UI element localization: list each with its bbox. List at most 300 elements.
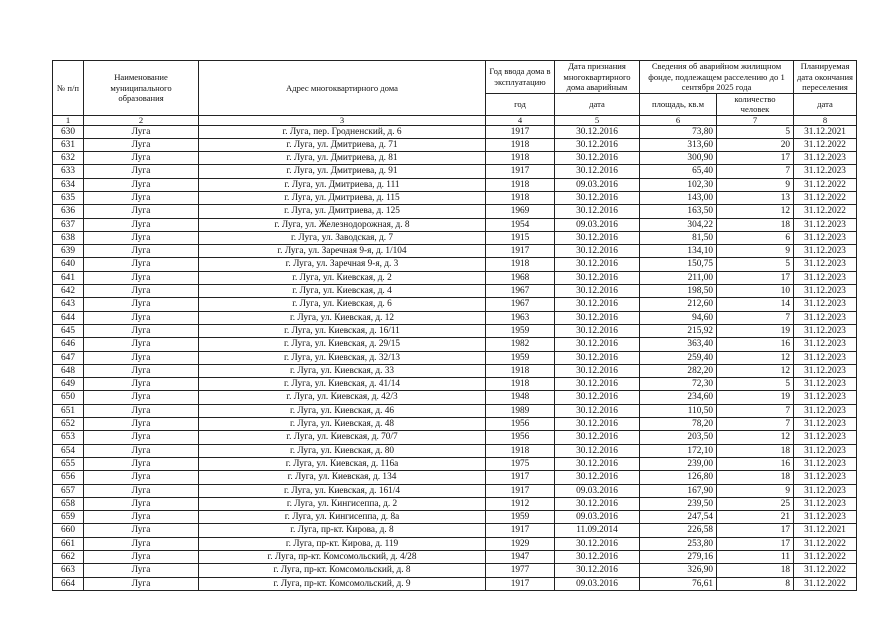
planned-end-date-cell: 31.12.2022 — [794, 205, 857, 218]
people-count-cell: 18 — [717, 564, 794, 577]
address-cell: г. Луга, ул. Киевская, д. 2 — [199, 271, 486, 284]
planned-end-date-cell: 31.12.2023 — [794, 351, 857, 364]
emergency-date-cell: 30.12.2016 — [555, 152, 640, 165]
year-cell: 1918 — [486, 444, 555, 457]
table-row — [53, 165, 857, 178]
municipality-cell: Луга — [84, 524, 199, 537]
planned-end-date-cell: 31.12.2023 — [794, 457, 857, 470]
municipality-cell: Луга — [84, 324, 199, 337]
table-row — [53, 138, 857, 151]
people-count-cell: 19 — [717, 391, 794, 404]
table-row — [53, 364, 857, 377]
table-row — [53, 271, 857, 284]
municipality-cell: Луга — [84, 191, 199, 204]
col-number: 2 — [84, 115, 199, 125]
emergency-date-cell: 30.12.2016 — [555, 471, 640, 484]
table-row — [53, 298, 857, 311]
emergency-date-cell: 09.03.2016 — [555, 178, 640, 191]
emergency-date-cell: 30.12.2016 — [555, 231, 640, 244]
year-cell: 1959 — [486, 324, 555, 337]
municipality-cell: Луга — [84, 444, 199, 457]
address-cell: г. Луга, ул. Киевская, д. 42/3 — [199, 391, 486, 404]
address-cell: г. Луга, ул. Дмитриева, д. 111 — [199, 178, 486, 191]
row-number: 651 — [53, 404, 84, 417]
year-cell: 1969 — [486, 205, 555, 218]
municipality-cell: Луга — [84, 271, 199, 284]
municipality-cell: Луга — [84, 511, 199, 524]
planned-end-date-cell: 31.12.2023 — [794, 338, 857, 351]
year-cell: 1947 — [486, 551, 555, 564]
row-number: 658 — [53, 497, 84, 510]
emergency-date-cell: 30.12.2016 — [555, 165, 640, 178]
row-number: 659 — [53, 511, 84, 524]
table-row — [53, 285, 857, 298]
area-cell: 247,54 — [640, 511, 717, 524]
col-number: 7 — [717, 115, 794, 125]
column-number-row — [53, 115, 857, 125]
year-cell: 1982 — [486, 338, 555, 351]
people-count-cell: 9 — [717, 484, 794, 497]
area-cell: 143,00 — [640, 191, 717, 204]
address-cell: г. Луга, ул. Дмитриева, д. 71 — [199, 138, 486, 151]
col-number: 8 — [794, 115, 857, 125]
emergency-date-cell: 30.12.2016 — [555, 298, 640, 311]
municipality-cell: Луга — [84, 471, 199, 484]
planned-end-date-cell: 31.12.2022 — [794, 577, 857, 590]
year-cell: 1917 — [486, 471, 555, 484]
col-number: 5 — [555, 115, 640, 125]
year-cell: 1977 — [486, 564, 555, 577]
address-cell: г. Луга, пр-кт. Кирова, д. 119 — [199, 537, 486, 550]
people-count-cell: 12 — [717, 351, 794, 364]
table-row — [53, 551, 857, 564]
people-count-cell: 5 — [717, 125, 794, 138]
people-count-cell: 7 — [717, 165, 794, 178]
address-cell: г. Луга, ул. Дмитриева, д. 125 — [199, 205, 486, 218]
area-cell: 94,60 — [640, 311, 717, 324]
area-cell: 279,16 — [640, 551, 717, 564]
people-count-cell: 9 — [717, 178, 794, 191]
row-number: 650 — [53, 391, 84, 404]
people-count-cell: 7 — [717, 311, 794, 324]
emergency-date-cell: 09.03.2016 — [555, 218, 640, 231]
address-cell: г. Луга, ул. Киевская, д. 32/13 — [199, 351, 486, 364]
emergency-date-cell: 30.12.2016 — [555, 245, 640, 258]
planned-end-date-cell: 31.12.2023 — [794, 431, 857, 444]
address-cell: г. Луга, ул. Киевская, д. 29/15 — [199, 338, 486, 351]
emergency-date-cell: 30.12.2016 — [555, 404, 640, 417]
municipality-cell: Луга — [84, 551, 199, 564]
table-row — [53, 431, 857, 444]
table-row — [53, 391, 857, 404]
people-count-cell: 12 — [717, 431, 794, 444]
emergency-date-cell: 30.12.2016 — [555, 431, 640, 444]
address-cell: г. Луга, ул. Киевская, д. 6 — [199, 298, 486, 311]
planned-end-date-cell: 31.12.2022 — [794, 178, 857, 191]
planned-end-date-cell: 31.12.2023 — [794, 258, 857, 271]
planned-end-date-cell: 31.12.2023 — [794, 404, 857, 417]
row-number: 637 — [53, 218, 84, 231]
year-cell: 1989 — [486, 404, 555, 417]
planned-end-date-cell: 31.12.2023 — [794, 271, 857, 284]
table-row — [53, 351, 857, 364]
row-number: 635 — [53, 191, 84, 204]
people-count-cell: 18 — [717, 218, 794, 231]
row-number: 654 — [53, 444, 84, 457]
table-row — [53, 338, 857, 351]
area-cell: 326,90 — [640, 564, 717, 577]
area-cell: 212,60 — [640, 298, 717, 311]
year-cell: 1915 — [486, 231, 555, 244]
people-count-cell: 11 — [717, 551, 794, 564]
municipality-cell: Луга — [84, 231, 199, 244]
people-count-cell: 12 — [717, 205, 794, 218]
area-cell: 163,50 — [640, 205, 717, 218]
people-count-cell: 7 — [717, 404, 794, 417]
year-cell: 1917 — [486, 165, 555, 178]
table-row — [53, 577, 857, 590]
area-cell: 282,20 — [640, 364, 717, 377]
municipality-cell: Луга — [84, 351, 199, 364]
people-count-cell: 20 — [717, 138, 794, 151]
row-number: 639 — [53, 245, 84, 258]
year-cell: 1975 — [486, 457, 555, 470]
address-cell: г. Луга, ул. Кингисеппа, д. 2 — [199, 497, 486, 510]
emergency-date-cell: 30.12.2016 — [555, 311, 640, 324]
year-cell: 1918 — [486, 191, 555, 204]
municipality-cell: Луга — [84, 484, 199, 497]
planned-end-date-cell: 31.12.2023 — [794, 497, 857, 510]
municipality-cell: Луга — [84, 391, 199, 404]
people-count-cell: 12 — [717, 364, 794, 377]
row-number: 640 — [53, 258, 84, 271]
planned-end-date-cell: 31.12.2021 — [794, 125, 857, 138]
table-row — [53, 511, 857, 524]
planned-end-date-cell: 31.12.2022 — [794, 138, 857, 151]
subheader-end-date: дата — [794, 93, 857, 115]
table-row — [53, 484, 857, 497]
people-count-cell: 6 — [717, 231, 794, 244]
table-row — [53, 231, 857, 244]
table-row — [53, 378, 857, 391]
people-count-cell: 16 — [717, 338, 794, 351]
table-row — [53, 404, 857, 417]
table-row — [53, 324, 857, 337]
area-cell: 126,80 — [640, 471, 717, 484]
col-header-number: № п/п — [53, 61, 84, 116]
planned-end-date-cell: 31.12.2023 — [794, 444, 857, 457]
address-cell: г. Луга, ул. Дмитриева, д. 115 — [199, 191, 486, 204]
year-cell: 1912 — [486, 497, 555, 510]
col-number: 4 — [486, 115, 555, 125]
municipality-cell: Луга — [84, 364, 199, 377]
row-number: 653 — [53, 431, 84, 444]
emergency-date-cell: 30.12.2016 — [555, 191, 640, 204]
people-count-cell: 8 — [717, 577, 794, 590]
address-cell: г. Луга, ул. Киевская, д. 12 — [199, 311, 486, 324]
municipality-cell: Луга — [84, 457, 199, 470]
table-row — [53, 191, 857, 204]
address-cell: г. Луга, ул. Киевская, д. 16/11 — [199, 324, 486, 337]
address-cell: г. Луга, пр-кт. Комсомольский, д. 9 — [199, 577, 486, 590]
address-cell: г. Луга, ул. Киевская, д. 80 — [199, 444, 486, 457]
year-cell: 1918 — [486, 138, 555, 151]
municipality-cell: Луга — [84, 218, 199, 231]
row-number: 648 — [53, 364, 84, 377]
emergency-date-cell: 09.03.2016 — [555, 511, 640, 524]
emergency-date-cell: 30.12.2016 — [555, 564, 640, 577]
address-cell: г. Луга, ул. Киевская, д. 4 — [199, 285, 486, 298]
address-cell: г. Луга, ул. Киевская, д. 134 — [199, 471, 486, 484]
people-count-cell: 16 — [717, 457, 794, 470]
people-count-cell: 18 — [717, 444, 794, 457]
year-cell: 1956 — [486, 431, 555, 444]
address-cell: г. Луга, пр-кт. Комсомольский, д. 4/28 — [199, 551, 486, 564]
year-cell: 1959 — [486, 511, 555, 524]
resettlement-table — [52, 60, 857, 591]
municipality-cell: Луга — [84, 258, 199, 271]
emergency-date-cell: 30.12.2016 — [555, 378, 640, 391]
people-count-cell: 14 — [717, 298, 794, 311]
area-cell: 102,30 — [640, 178, 717, 191]
subheader-area: площадь, кв.м — [640, 93, 717, 115]
table-row — [53, 178, 857, 191]
planned-end-date-cell: 31.12.2022 — [794, 564, 857, 577]
row-number: 660 — [53, 524, 84, 537]
municipality-cell: Луга — [84, 245, 199, 258]
planned-end-date-cell: 31.12.2022 — [794, 191, 857, 204]
row-number: 643 — [53, 298, 84, 311]
planned-end-date-cell: 31.12.2023 — [794, 511, 857, 524]
municipality-cell: Луга — [84, 577, 199, 590]
municipality-cell: Луга — [84, 311, 199, 324]
area-cell: 78,20 — [640, 418, 717, 431]
table-body — [53, 125, 857, 590]
people-count-cell: 7 — [717, 418, 794, 431]
address-cell: г. Луга, ул. Дмитриева, д. 91 — [199, 165, 486, 178]
col-header-planned-end: Планируемая дата окончания переселения — [794, 61, 857, 94]
year-cell: 1917 — [486, 524, 555, 537]
people-count-cell: 17 — [717, 152, 794, 165]
year-cell: 1918 — [486, 178, 555, 191]
subheader-year: год — [486, 93, 555, 115]
area-cell: 134,10 — [640, 245, 717, 258]
row-number: 632 — [53, 152, 84, 165]
year-cell: 1954 — [486, 218, 555, 231]
year-cell: 1948 — [486, 391, 555, 404]
year-cell: 1918 — [486, 152, 555, 165]
planned-end-date-cell: 31.12.2023 — [794, 324, 857, 337]
area-cell: 198,50 — [640, 285, 717, 298]
address-cell: г. Луга, пер. Гродненский, д. 6 — [199, 125, 486, 138]
col-number: 1 — [53, 115, 84, 125]
table-row — [53, 418, 857, 431]
planned-end-date-cell: 31.12.2023 — [794, 298, 857, 311]
people-count-cell: 10 — [717, 285, 794, 298]
year-cell: 1959 — [486, 351, 555, 364]
year-cell: 1929 — [486, 537, 555, 550]
row-number: 647 — [53, 351, 84, 364]
row-number: 631 — [53, 138, 84, 151]
emergency-date-cell: 30.12.2016 — [555, 324, 640, 337]
people-count-cell: 17 — [717, 537, 794, 550]
year-cell: 1918 — [486, 364, 555, 377]
municipality-cell: Луга — [84, 378, 199, 391]
row-number: 664 — [53, 577, 84, 590]
col-header-year: Год ввода дома в эксплуатацию — [486, 61, 555, 94]
emergency-date-cell: 30.12.2016 — [555, 391, 640, 404]
header-row — [53, 61, 857, 94]
col-number: 6 — [640, 115, 717, 125]
row-number: 634 — [53, 178, 84, 191]
table-row — [53, 205, 857, 218]
table-row — [53, 537, 857, 550]
area-cell: 76,61 — [640, 577, 717, 590]
table-row — [53, 524, 857, 537]
emergency-date-cell: 09.03.2016 — [555, 577, 640, 590]
area-cell: 259,40 — [640, 351, 717, 364]
municipality-cell: Луга — [84, 125, 199, 138]
area-cell: 239,00 — [640, 457, 717, 470]
area-cell: 300,90 — [640, 152, 717, 165]
year-cell: 1918 — [486, 378, 555, 391]
emergency-date-cell: 30.12.2016 — [555, 418, 640, 431]
emergency-date-cell: 30.12.2016 — [555, 457, 640, 470]
row-number: 656 — [53, 471, 84, 484]
area-cell: 73,80 — [640, 125, 717, 138]
municipality-cell: Луга — [84, 178, 199, 191]
year-cell: 1963 — [486, 311, 555, 324]
address-cell: г. Луга, пр-кт. Кирова, д. 8 — [199, 524, 486, 537]
planned-end-date-cell: 31.12.2023 — [794, 484, 857, 497]
area-cell: 65,40 — [640, 165, 717, 178]
table-row — [53, 564, 857, 577]
municipality-cell: Луга — [84, 431, 199, 444]
planned-end-date-cell: 31.12.2023 — [794, 311, 857, 324]
planned-end-date-cell: 31.12.2022 — [794, 551, 857, 564]
table-row — [53, 218, 857, 231]
emergency-date-cell: 30.12.2016 — [555, 364, 640, 377]
people-count-cell: 5 — [717, 258, 794, 271]
row-number: 663 — [53, 564, 84, 577]
planned-end-date-cell: 31.12.2023 — [794, 165, 857, 178]
area-cell: 239,50 — [640, 497, 717, 510]
area-cell: 81,50 — [640, 231, 717, 244]
row-number: 638 — [53, 231, 84, 244]
address-cell: г. Луга, ул. Киевская, д. 33 — [199, 364, 486, 377]
address-cell: г. Луга, ул. Заречная 9-я, д. 1/104 — [199, 245, 486, 258]
emergency-date-cell: 30.12.2016 — [555, 537, 640, 550]
planned-end-date-cell: 31.12.2023 — [794, 364, 857, 377]
people-count-cell: 19 — [717, 324, 794, 337]
area-cell: 363,40 — [640, 338, 717, 351]
municipality-cell: Луга — [84, 418, 199, 431]
address-cell: г. Луга, ул. Киевская, д. 46 — [199, 404, 486, 417]
year-cell: 1917 — [486, 245, 555, 258]
address-cell: г. Луга, пр-кт. Комсомольский, д. 8 — [199, 564, 486, 577]
address-cell: г. Луга, ул. Дмитриева, д. 81 — [199, 152, 486, 165]
planned-end-date-cell: 31.12.2023 — [794, 378, 857, 391]
subheader-people: количество человек — [717, 93, 794, 115]
table-row — [53, 258, 857, 271]
col-header-municipality: Наименование муниципального образования — [84, 61, 199, 116]
municipality-cell: Луга — [84, 285, 199, 298]
table-row — [53, 125, 857, 138]
row-number: 649 — [53, 378, 84, 391]
table-row — [53, 457, 857, 470]
municipality-cell: Луга — [84, 497, 199, 510]
col-number: 3 — [199, 115, 486, 125]
row-number: 645 — [53, 324, 84, 337]
planned-end-date-cell: 31.12.2023 — [794, 285, 857, 298]
planned-end-date-cell: 31.12.2022 — [794, 537, 857, 550]
emergency-date-cell: 30.12.2016 — [555, 205, 640, 218]
emergency-date-cell: 30.12.2016 — [555, 125, 640, 138]
municipality-cell: Луга — [84, 152, 199, 165]
area-cell: 172,10 — [640, 444, 717, 457]
area-cell: 211,00 — [640, 271, 717, 284]
emergency-date-cell: 30.12.2016 — [555, 338, 640, 351]
row-number: 646 — [53, 338, 84, 351]
area-cell: 253,80 — [640, 537, 717, 550]
address-cell: г. Луга, ул. Заводская, д. 7 — [199, 231, 486, 244]
people-count-cell: 13 — [717, 191, 794, 204]
year-cell: 1967 — [486, 285, 555, 298]
municipality-cell: Луга — [84, 138, 199, 151]
planned-end-date-cell: 31.12.2023 — [794, 471, 857, 484]
row-number: 633 — [53, 165, 84, 178]
emergency-date-cell: 30.12.2016 — [555, 138, 640, 151]
table-row — [53, 471, 857, 484]
area-cell: 234,60 — [640, 391, 717, 404]
row-number: 641 — [53, 271, 84, 284]
year-cell: 1917 — [486, 125, 555, 138]
planned-end-date-cell: 31.12.2023 — [794, 218, 857, 231]
col-header-address: Адрес многоквартирного дома — [199, 61, 486, 116]
row-number: 636 — [53, 205, 84, 218]
planned-end-date-cell: 31.12.2023 — [794, 152, 857, 165]
area-cell: 226,58 — [640, 524, 717, 537]
municipality-cell: Луга — [84, 404, 199, 417]
row-number: 652 — [53, 418, 84, 431]
municipality-cell: Луга — [84, 564, 199, 577]
municipality-cell: Луга — [84, 537, 199, 550]
people-count-cell: 25 — [717, 497, 794, 510]
planned-end-date-cell: 31.12.2023 — [794, 231, 857, 244]
emergency-date-cell: 30.12.2016 — [555, 285, 640, 298]
people-count-cell: 21 — [717, 511, 794, 524]
area-cell: 313,60 — [640, 138, 717, 151]
row-number: 644 — [53, 311, 84, 324]
year-cell: 1918 — [486, 258, 555, 271]
year-cell: 1968 — [486, 271, 555, 284]
emergency-date-cell: 30.12.2016 — [555, 271, 640, 284]
col-header-emergency-date: Дата признания многоквартирного дома аварийным — [555, 61, 640, 94]
address-cell: г. Луга, ул. Киевская, д. 161/4 — [199, 484, 486, 497]
planned-end-date-cell: 31.12.2023 — [794, 245, 857, 258]
municipality-cell: Луга — [84, 298, 199, 311]
col-header-resettlement-info: Сведения об аварийном жилищном фонде, подлежащем расселению до 1 сентября 2025 года — [640, 61, 794, 94]
people-count-cell: 17 — [717, 271, 794, 284]
row-number: 662 — [53, 551, 84, 564]
table-row — [53, 245, 857, 258]
people-count-cell: 9 — [717, 245, 794, 258]
year-cell: 1967 — [486, 298, 555, 311]
table-row — [53, 311, 857, 324]
people-count-cell: 5 — [717, 378, 794, 391]
address-cell: г. Луга, ул. Киевская, д. 41/14 — [199, 378, 486, 391]
address-cell: г. Луга, ул. Киевская, д. 116а — [199, 457, 486, 470]
